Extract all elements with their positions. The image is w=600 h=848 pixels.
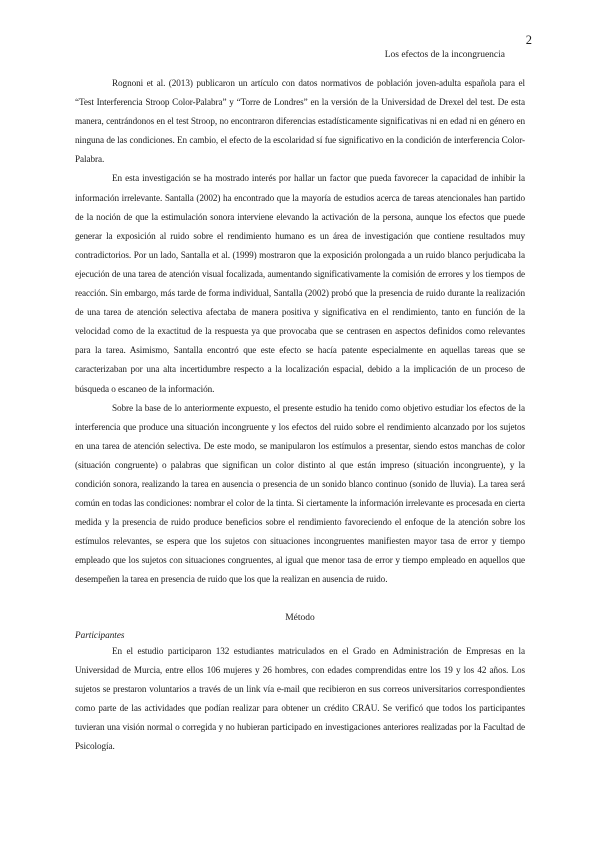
paragraph-rognoni: Rognoni et al. (2013) publicaron un artículo con datos normativos de población joven-adulta española para el “Test Interferencia Stroop Color-Palabra” y “Torre de Londres” en la versión de la Universidad de Drexel del test. De esta manera, centrándonos en el test Stroop, no encontraron diferencias estadísticamente significativas ni en edad ni en género en ninguna de las condiciones. En cambio, el efecto de la escolaridad sí fue significativo en la condición de interferencia Color-Palabra. xyxy=(75,78,525,165)
section-heading-method: Método xyxy=(285,612,315,623)
paragraph-santalla: En esta investigación se ha mostrado interés por hallar un factor que pueda favorecer la capacidad de inhibir la información irrelevante. Santalla (2002) ha encontrado que la mayoría de estudios acerca de tareas atencionales han partido de la noción de que la estimulación sonora interviene elevando la activación de la persona, aunque los efectos que puede generar la exposición al ruido sobre el rendimiento humano es un área de investigación que contiene resultados muy contradictorios. Por un lado, Santalla et al. (1999) mostraron que la exposición prolongada a un ruido blanco perjudicaba la ejecución de una tarea de atención visual focalizada, aumentando significativamente la comisión de errores y los tiempos de reacción. Sin embargo, más tarde de forma individual, Santalla (2002) probó que la presencia de ruido durante la realización de una tarea de atención selectiva afectaba de manera positiva y significativa en el rendimiento, tanto en función de la velocidad como de la exactitud de la respuesta ya que provocaba que se centrasen en aspectos definidos como relevantes para la tarea. Asimismo, Santalla encontró que este efecto se hacía patente especialmente en aquellas tareas que se caracterizaban por una alta incertidumbre respecto a la localización espacial, debido a la implicación de un proceso de búsqueda o escaneo de la información. xyxy=(75,173,525,394)
running-head: Los efectos de la incongruencia xyxy=(384,50,505,60)
paragraph-participants: En el estudio participaron 132 estudiantes matriculados en el Grado en Administración de Empresas en la Universidad de Murcia, entre ellos 106 mujeres y 26 hombres, con edades comprendidas entre los 19 y los 42 años. Los sujetos se prestaron voluntarios a través de un link vía e-mail que recibieron en sus correos universitarios correspondientes como parte de las actividades que podían realizar para obtener un crédito CRAU. Se verificó que todos los participantes tuvieran una visión normal o corregida y no hubieran participado en investigaciones anteriores realizadas por la Facultad de Psicología. xyxy=(75,645,525,752)
subheading-participants: Participantes xyxy=(75,629,125,640)
page-number: 2 xyxy=(525,33,532,47)
document-body xyxy=(75,74,525,756)
paragraph-objective: Sobre la base de lo anteriormente expuesto, el presente estudio ha tenido como objetivo estudiar los efectos de la interferencia que produce una situación incongruente y los efectos del ruido sobre el rendimiento alcanzado por los sujetos en una tarea de atención selectiva. De este modo, se manipularon los estímulos a presentar, siendo estos manchas de color (situación congruente) o palabras que significan un color distinto al que están impreso (situación incongruente), y la condición sonora, realizando la tarea en ausencia o presencia de un sonido blanco continuo (sonido de lluvia). La tarea será común en todas las condiciones: nombrar el color de la tinta. Si ciertamente la información irrelevante es procesada en cierta medida y la presencia de ruido produce beneficios sobre el rendimiento favoreciendo el enfoque de la atención sobre los estímulos relevantes, se espera que los sujetos con situaciones incongruentes manifiesten mayor tasa de error y tiempo empleado que los sujetos con situaciones congruentes, al igual que menor tasa de error y tiempo empleado en aquellos que desempeñen la tarea en presencia de ruido que los que la realizan en ausencia de ruido. xyxy=(75,402,525,585)
